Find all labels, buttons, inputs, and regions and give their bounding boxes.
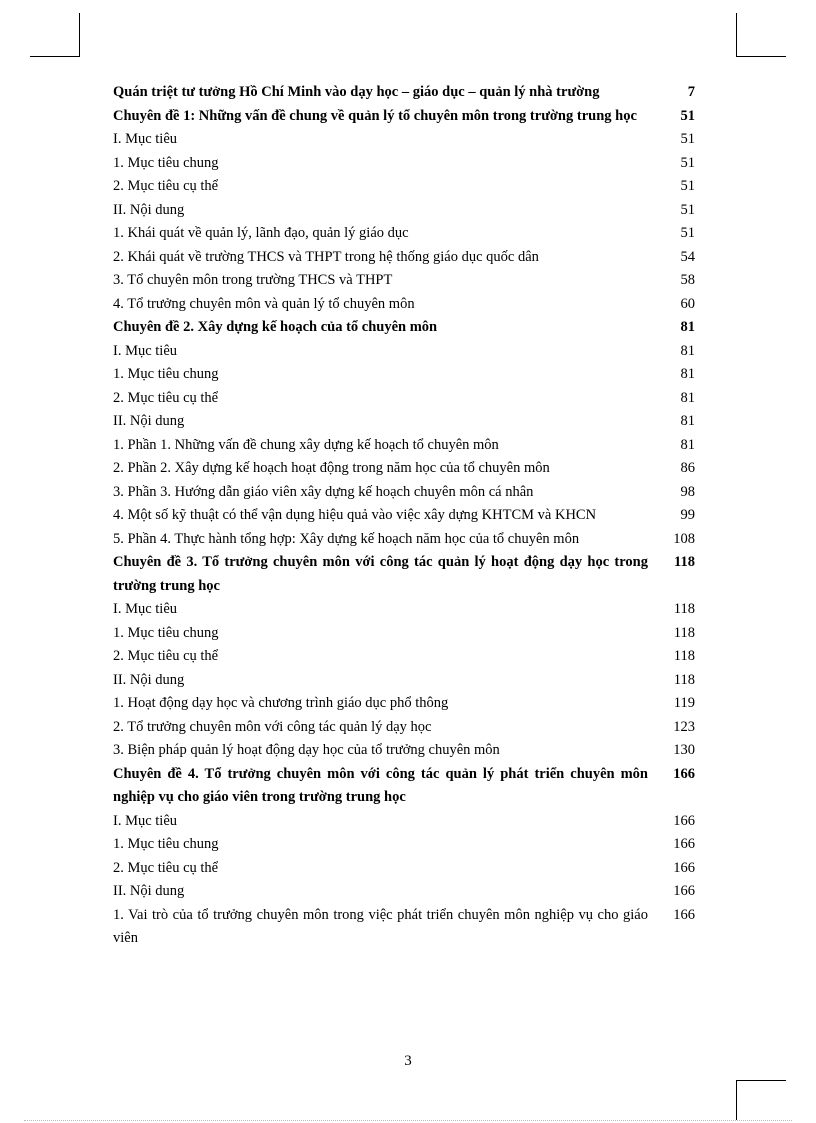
toc-entry-title: Chuyên đề 2. Xây dựng kế hoạch của tổ chuyên môn: [113, 319, 438, 335]
toc-entry-title: 2. Tổ trưởng chuyên môn với công tác quản lý dạy học: [113, 718, 432, 735]
toc-entry-page: 166: [673, 812, 695, 829]
toc-entry-title: 1. Phần 1. Những vấn đề chung xây dựng kế hoạch tổ chuyên môn: [113, 436, 499, 453]
toc-entry-title: 3. Tổ chuyên môn trong trường THCS và THPT: [113, 272, 393, 288]
crop-mark-top-left: [79, 13, 80, 57]
toc-entry-page: 166: [673, 765, 695, 782]
toc-entry-page: 118: [673, 648, 695, 664]
toc-entry-page: 108: [673, 530, 695, 547]
toc-entry: [113, 692, 695, 716]
toc-entry-page: 81: [680, 366, 695, 382]
toc-entry-title: 2. Mục tiêu cụ thể: [113, 648, 219, 664]
toc-entry-title: II. Nội dung: [113, 671, 185, 688]
toc-entry-title: 2. Mục tiêu cụ thể: [113, 178, 219, 194]
toc-entry-title: Chuyên đề 1: Những vấn đề chung về quản lý tổ chuyên môn trong trường trung học: [113, 107, 637, 124]
toc-entry: [113, 716, 695, 740]
toc-entry-title: 2. Mục tiêu cụ thể: [113, 859, 219, 876]
toc-entry-page: 60: [680, 295, 695, 312]
toc-entry-page: 118: [674, 554, 695, 570]
toc-entry-page: 119: [673, 695, 695, 711]
toc-entry-page: 166: [673, 906, 695, 923]
toc-entry-title: I. Mục tiêu: [113, 131, 178, 147]
toc-entry-page: 51: [680, 107, 695, 124]
page-number: 3: [404, 1053, 412, 1069]
toc-entry: [113, 763, 695, 810]
toc-entry-page: 58: [680, 272, 695, 288]
toc-entry: [113, 387, 695, 411]
toc-entry-title: I. Mục tiêu: [113, 812, 178, 829]
toc-entry-title: 1. Mục tiêu chung: [113, 366, 219, 382]
toc-entry-title: II. Nội dung: [113, 883, 185, 899]
toc-entry-page: 118: [673, 671, 695, 688]
toc-entry: [113, 622, 695, 646]
toc-entry-title: 3. Biện pháp quản lý hoạt động dạy học của tổ trưởng chuyên môn: [113, 742, 500, 758]
toc-entry-page: 86: [680, 460, 695, 476]
toc-entry: [113, 316, 695, 340]
toc-entry-title: Chuyên đề 4. Tổ trưởng chuyên môn với công tác quản lý phát triển chuyên môn nghiệp vụ cho giáo viên trong trường trung học: [113, 765, 648, 805]
toc-entry-title: 4. Tổ trưởng chuyên môn và quản lý tổ chuyên môn: [113, 295, 415, 312]
toc-entry: [113, 457, 695, 481]
crop-mark-bottom-right: [736, 1080, 786, 1081]
toc-entry-page: 81: [680, 319, 695, 335]
toc-entry-page: 130: [673, 742, 695, 758]
page-bottom-rule: [24, 1120, 792, 1121]
toc-entry: [113, 340, 695, 364]
toc-entry-title: Chuyên đề 3. Tổ trưởng chuyên môn với công tác quản lý hoạt động dạy học trong trường trung học: [113, 554, 648, 594]
toc-entry-page: 118: [673, 624, 695, 641]
toc-entry-page: 81: [680, 342, 695, 359]
toc-entry-title: II. Nội dung: [113, 413, 185, 429]
toc-entry: [113, 175, 695, 199]
toc-entry-title: 2. Phần 2. Xây dựng kế hoạch hoạt động trong năm học của tổ chuyên môn: [113, 460, 550, 476]
toc-entry-page: 51: [680, 225, 695, 241]
toc-entry-page: 81: [680, 389, 695, 406]
toc-entry: [113, 128, 695, 152]
toc-entry-page: 51: [680, 131, 695, 147]
toc-entry-title: 4. Một số kỹ thuật có thể vận dụng hiệu quả vào việc xây dựng KHTCM và KHCN: [113, 507, 597, 523]
table-of-contents: [113, 81, 695, 951]
toc-entry: [113, 246, 695, 270]
toc-entry-title: 1. Vai trò của tổ trưởng chuyên môn trong việc phát triển chuyên môn nghiệp vụ cho giáo viên: [113, 906, 648, 946]
toc-entry: [113, 105, 695, 129]
toc-entry-title: 1. Hoạt động dạy học và chương trình giáo dục phổ thông: [113, 695, 449, 711]
toc-entry-title: 3. Phần 3. Hướng dẫn giáo viên xây dựng kế hoạch chuyên môn cá nhân: [113, 483, 534, 500]
toc-entry-page: 51: [680, 201, 695, 218]
crop-mark-top-right: [736, 56, 786, 57]
toc-entry-title: 2. Mục tiêu cụ thể: [113, 389, 219, 406]
toc-entry-title: 2. Khái quát về trường THCS và THPT trong hệ thống giáo dục quốc dân: [113, 248, 539, 265]
toc-entry: [113, 528, 695, 552]
toc-entry: [113, 598, 695, 622]
toc-entry-page: 123: [673, 718, 695, 735]
toc-entry-title: 1. Mục tiêu chung: [113, 624, 219, 641]
toc-entry-title: I. Mục tiêu: [113, 601, 178, 617]
toc-entry: [113, 481, 695, 505]
toc-entry: [113, 81, 695, 105]
toc-entry: [113, 410, 695, 434]
toc-entry-page: 166: [673, 883, 695, 899]
toc-entry-page: 81: [680, 436, 695, 453]
toc-entry: [113, 739, 695, 763]
toc-entry-title: I. Mục tiêu: [113, 342, 178, 359]
toc-entry: [113, 293, 695, 317]
toc-entry: [113, 269, 695, 293]
toc-entry-title: 5. Phần 4. Thực hành tổng hợp: Xây dựng kế hoạch năm học của tổ chuyên môn: [113, 530, 580, 547]
toc-entry-page: 98: [680, 483, 695, 500]
toc-entry: [113, 434, 695, 458]
toc-entry-title: 1. Mục tiêu chung: [113, 154, 219, 171]
toc-entry: [113, 222, 695, 246]
toc-entry: [113, 504, 695, 528]
toc-entry-page: 166: [673, 859, 695, 876]
crop-mark-top-left: [30, 56, 80, 57]
toc-entry-title: 1. Mục tiêu chung: [113, 836, 219, 852]
toc-entry-page: 51: [680, 178, 695, 194]
toc-entry: [113, 363, 695, 387]
crop-mark-bottom-right: [736, 1080, 737, 1120]
toc-entry: [113, 880, 695, 904]
toc-entry-page: 81: [680, 413, 695, 429]
toc-entry: [113, 669, 695, 693]
crop-mark-top-right: [736, 13, 737, 57]
toc-entry-page: 54: [680, 248, 695, 265]
toc-entry: [113, 857, 695, 881]
toc-entry-page: 51: [680, 154, 695, 171]
toc-entry: [113, 645, 695, 669]
toc-entry: [113, 551, 695, 598]
toc-entry-page: 166: [673, 836, 695, 852]
toc-entry-page: 7: [687, 84, 695, 100]
toc-entry: [113, 152, 695, 176]
toc-entry-page: 118: [673, 601, 695, 617]
toc-entry: [113, 199, 695, 223]
toc-entry-title: II. Nội dung: [113, 201, 185, 218]
toc-entry: [113, 833, 695, 857]
toc-entry: [113, 810, 695, 834]
toc-entry-page: 99: [680, 507, 695, 523]
toc-entry-title: 1. Khái quát về quản lý, lãnh đạo, quản lý giáo dục: [113, 225, 409, 241]
toc-entry-title: Quán triệt tư tưởng Hồ Chí Minh vào dạy học – giáo dục – quản lý nhà trường: [113, 84, 600, 100]
toc-entry: [113, 904, 695, 951]
